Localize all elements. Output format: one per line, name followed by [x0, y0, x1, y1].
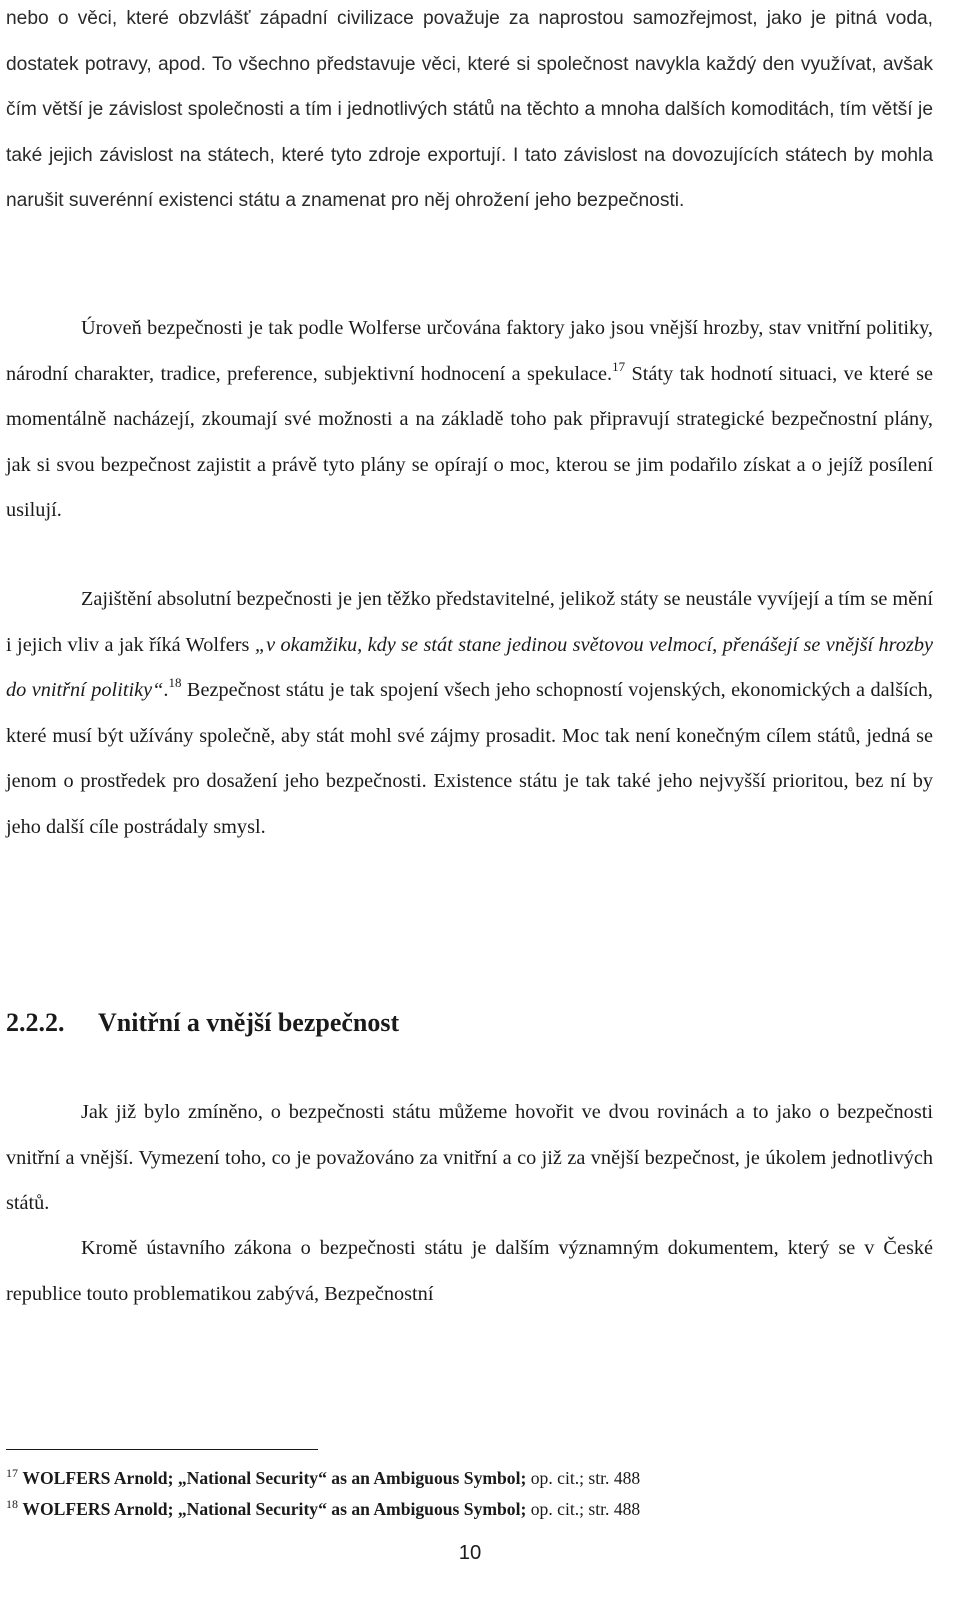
- section-title: Vnitřní a vnější bezpečnost: [98, 1008, 400, 1037]
- paragraph-2-text-b: Státy tak hodnotí situaci, ve které se momentálně nacházejí, zkoumají své možnosti a na základě toho pak připravují strategické bezpečnostní plány, jak si svou bezpečnost zajistit a právě tyto plány se opírají o moc, kterou se jim podařilo získat a o jejíž posílení usilují.: [6, 362, 933, 521]
- paragraph-3-text-b: Bezpečnost státu je tak spojení všech jeho schopností vojenských, ekonomických a dalších, které musí být užívány společně, aby stát mohl své zájmy prosadit. Moc tak není konečným cílem států, jedná se jenom o prostředek pro dosažení jeho bezpečnosti. Existence státu je tak také jeho nejvyšší prioritou, bez ní by jeho další cíle postrádaly smysl.: [6, 679, 933, 838]
- footnote-citation: WOLFERS Arnold; „National Security“ as an Ambiguous Symbol;: [22, 1468, 527, 1488]
- body-paragraph-1: nebo o věci, které obzvlášť západní civilizace považuje za naprostou samozřejmost, jako je pitná voda, dostatek potravy, apod. To všechno představuje věci, které si společnost navykla každý den využívat, avšak čím větší je závislost společnosti a tím i jednotlivých států na těchto a mnoha dalších komoditách, tím větší je také jejich závislost na státech, které tyto zdroje exportují. I tato závislost na dovozujících státech by mohla narušit suverénní existenci státu a znamenat pro něj ohrožení jeho bezpečnosti.: [6, 8, 933, 211]
- footnote-citation: WOLFERS Arnold; „National Security“ as an Ambiguous Symbol;: [22, 1499, 527, 1519]
- paragraph-3-text-a: Zajištění absolutní bezpečnosti je jen těžko představitelné, jelikož státy se neustále vyvíjejí a tím se mění i jejich vliv a jak říká Wolfers: [6, 588, 933, 656]
- footnote-number: 17: [6, 1466, 18, 1480]
- footnote-number: 18: [6, 1497, 18, 1511]
- quote-period: .: [163, 679, 169, 701]
- wolfers-quote: „v okamžiku, kdy se stát stane jedinou světovou velmocí, přenášejí se vnější hrozby do vnitřní politiky“: [6, 633, 933, 701]
- footnote-reference: op. cit.; str. 488: [526, 1468, 641, 1488]
- body-paragraph-3: [6, 577, 933, 850]
- footnote-separator: [6, 1449, 318, 1450]
- body-paragraph-4: Jak již bylo zmíněno, o bezpečnosti státu můžeme hovořit ve dvou rovinách a to jako o bezpečnosti vnitřní a vnější. Vymezení toho, co je považováno za vnitřní a co již za vnější bezpečnost, je úkolem jednotlivých států.: [6, 1101, 933, 1214]
- section-number: 2.2.2.: [6, 1008, 65, 1037]
- page-number: 10: [458, 1542, 482, 1564]
- paragraph-2-text-a: Úroveň bezpečnosti je tak podle Wolferse určována faktory jako jsou vnější hrozby, stav vnitřní politiky, národní charakter, tradice, preference, subjektivní hodnocení a spekulace.: [6, 317, 933, 385]
- footnote-reference: op. cit.; str. 488: [526, 1499, 641, 1519]
- footnote-17: [6, 1463, 933, 1494]
- footnotes: [6, 1463, 933, 1525]
- footnote-ref-17: 17: [612, 358, 626, 374]
- footnote-18: [6, 1494, 933, 1525]
- footnote-ref-18: 18: [168, 675, 182, 690]
- section-heading: [6, 1008, 399, 1038]
- body-paragraph-5: Kromě ústavního zákona o bezpečnosti státu je dalším významným dokumentem, který se v České republice touto problematikou zabývá, Bezpečnostní: [6, 1237, 933, 1305]
- body-paragraph-2: [6, 306, 933, 534]
